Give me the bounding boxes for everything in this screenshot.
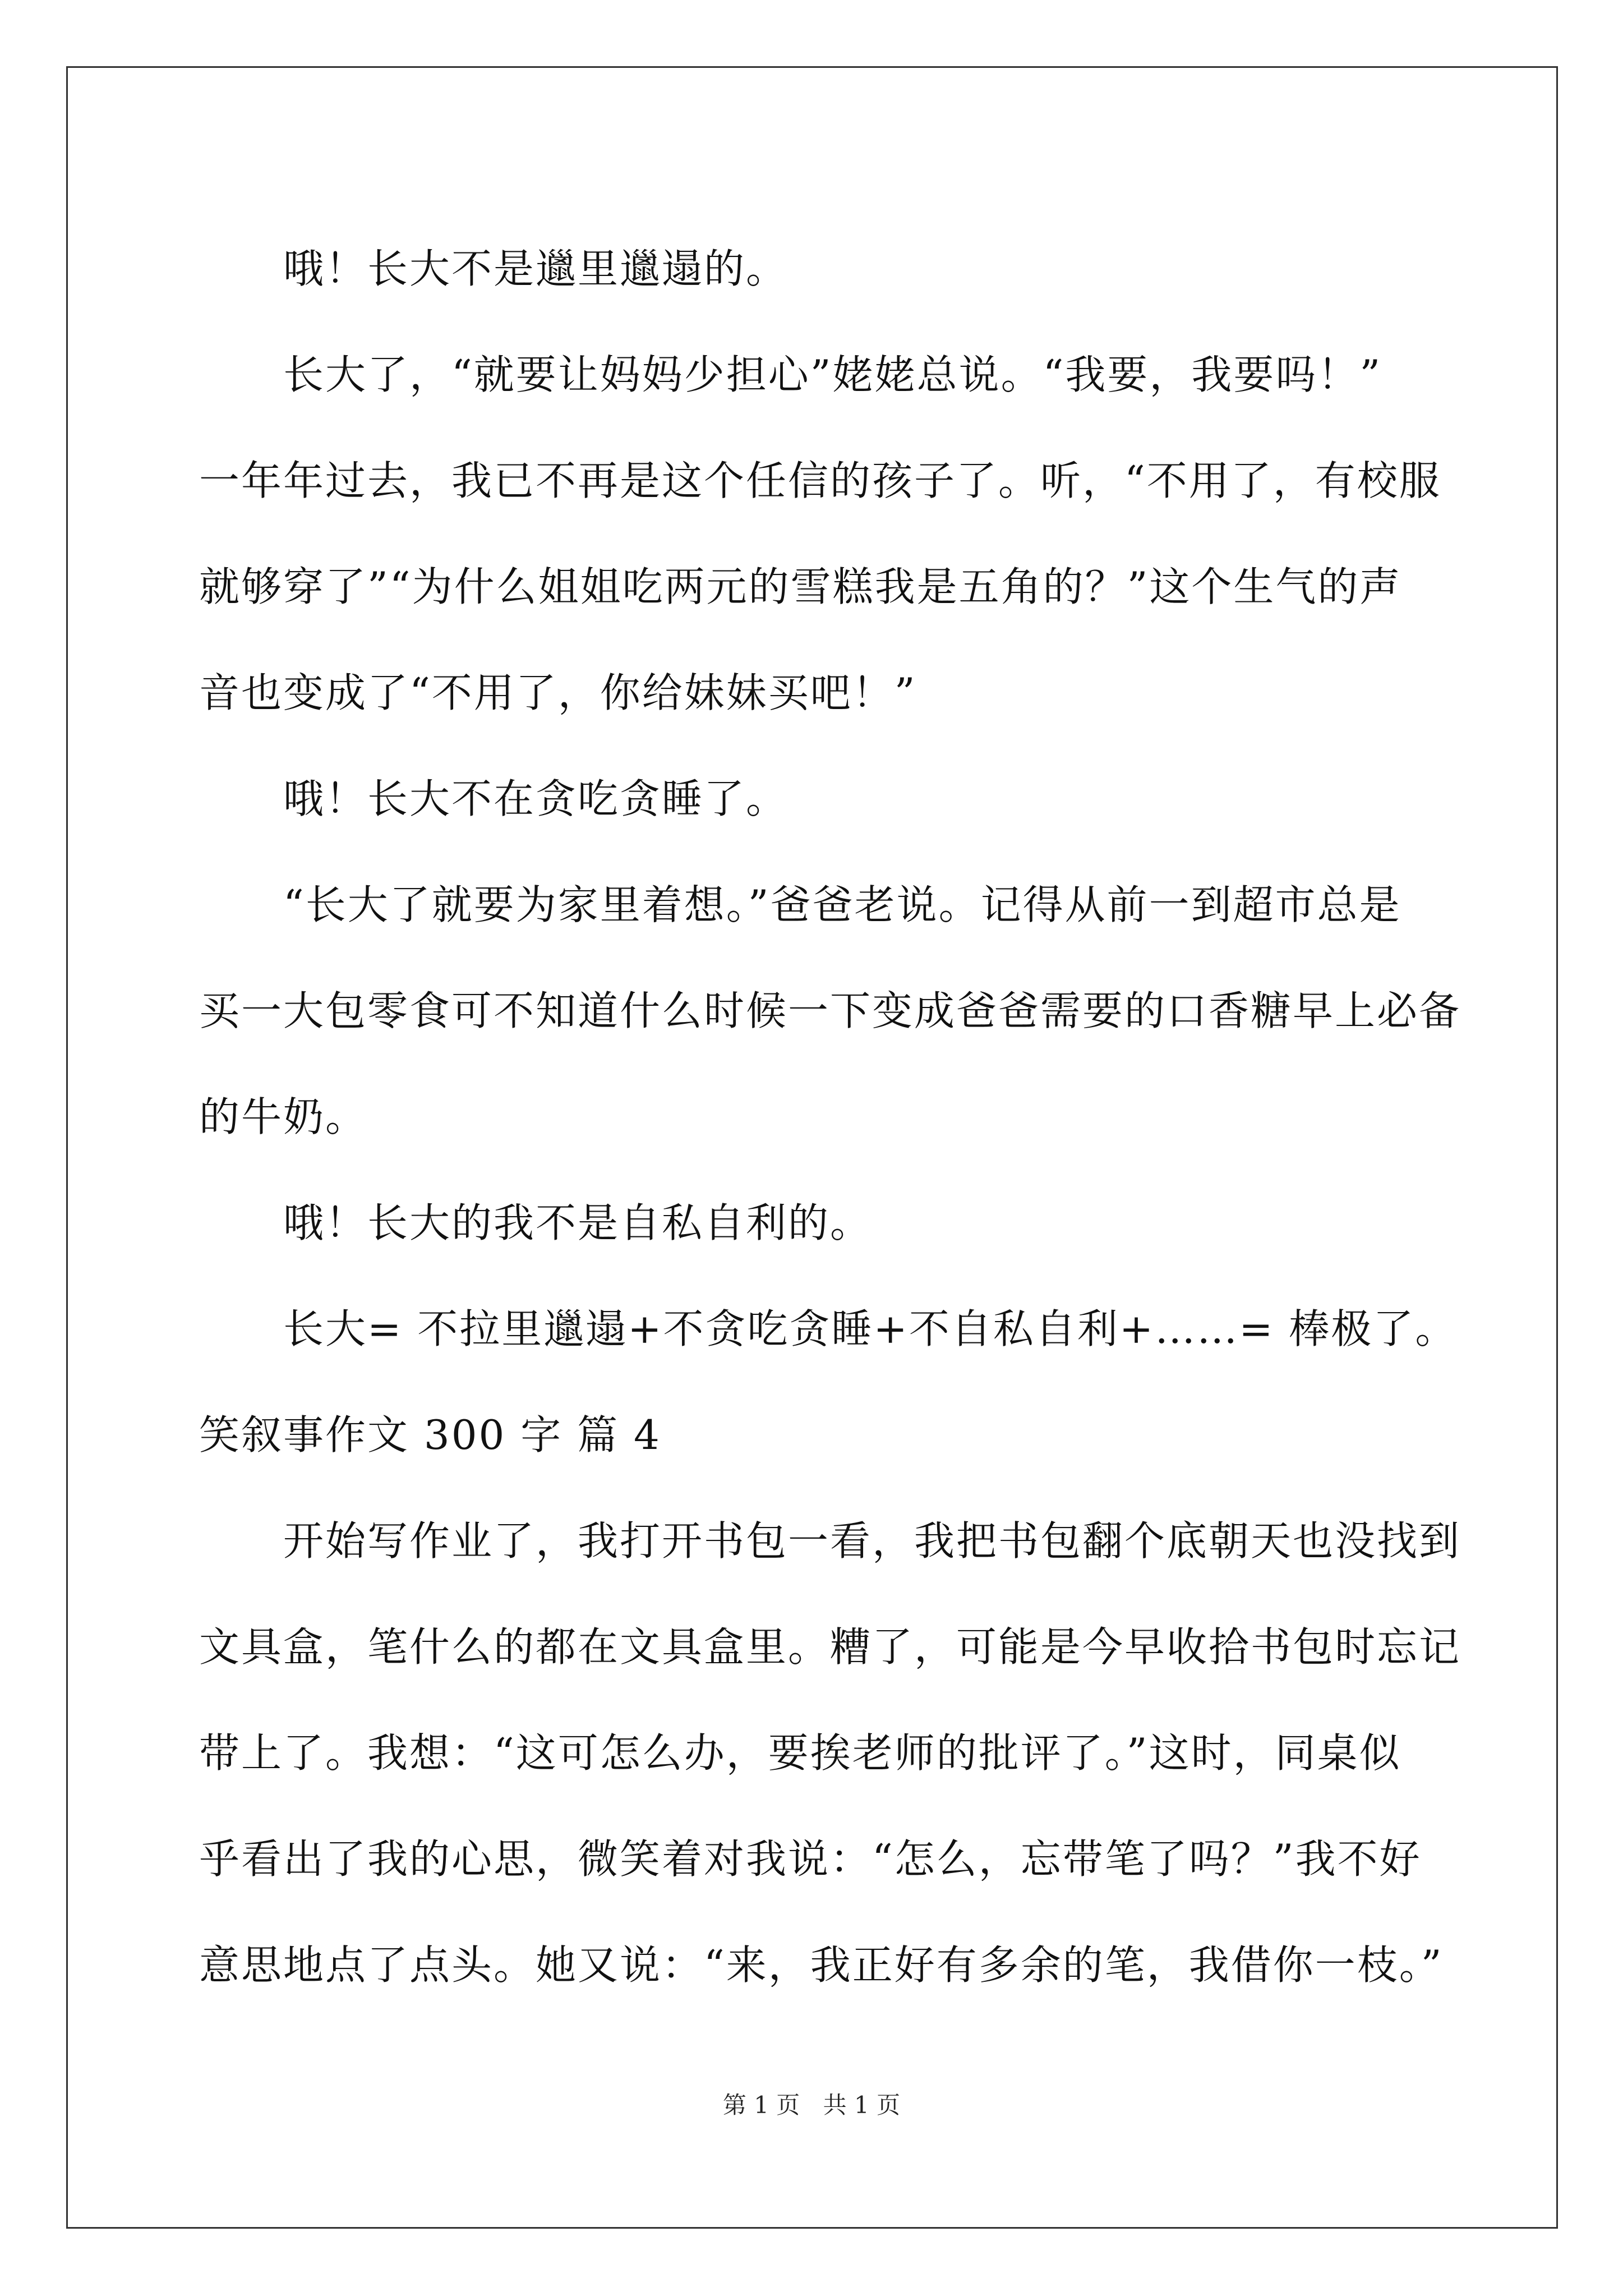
page-footer: [0, 2087, 1623, 2120]
page-number: 第 1 页: [722, 2091, 800, 2119]
paragraph-line: 意思地点了点头。她又说：“来，我正好有多余的笔，我借你一枝。”: [199, 1941, 1444, 1989]
paragraph-line: 长大= 不拉里邋遢+不贪吃贪睡+不自私自利+……= 棒极了。: [283, 1305, 1458, 1352]
paragraph-line: 带上了。我想：“这可怎么办，要挨老师的批评了。”这时，同桌似: [199, 1729, 1401, 1777]
paragraph-line: 哦！长大不在贪吃贪睡了。: [283, 775, 789, 822]
paragraph-line: “长大了就要为家里着想。”爸爸老说。记得从前一到超市总是: [283, 881, 1401, 928]
paragraph-line: 长大了，“就要让妈妈少担心”姥姥总说。“我要，我要吗！”: [283, 351, 1382, 398]
paragraph-line: 的牛奶。: [199, 1093, 368, 1140]
section-heading: 笑叙事作文 300 字 篇 4: [199, 1411, 661, 1458]
document-body: [199, 216, 1461, 2018]
paragraph-line: 就够穿了”“为什么姐姐吃两元的雪糕我是五角的？”这个生气的声: [199, 563, 1402, 610]
paragraph-line: 乎看出了我的心思，微笑着对我说：“怎么，忘带笔了吗？”我不好: [199, 1835, 1422, 1883]
paragraph-line: 哦！长大的我不是自私自利的。: [283, 1199, 873, 1246]
paragraph-line: 文具盒，笔什么的都在文具盒里。糟了，可能是今早收拾书包时忘记: [199, 1623, 1461, 1671]
paragraph-line: 哦！长大不是邋里邋遢的。: [283, 245, 789, 292]
paragraph-line: 开始写作业了，我打开书包一看，我把书包翻个底朝天也没找到: [283, 1517, 1461, 1565]
paragraph-line: 买一大包零食可不知道什么时候一下变成爸爸需要的口香糖早上必备: [199, 987, 1461, 1034]
page-total: 共 1 页: [823, 2091, 901, 2119]
paragraph-line: 一年年过去，我已不再是这个任信的孩子了。听，“不用了，有校服: [199, 457, 1441, 504]
paragraph-line: 音也变成了“不用了，你给妹妹买吧！”: [199, 669, 917, 716]
